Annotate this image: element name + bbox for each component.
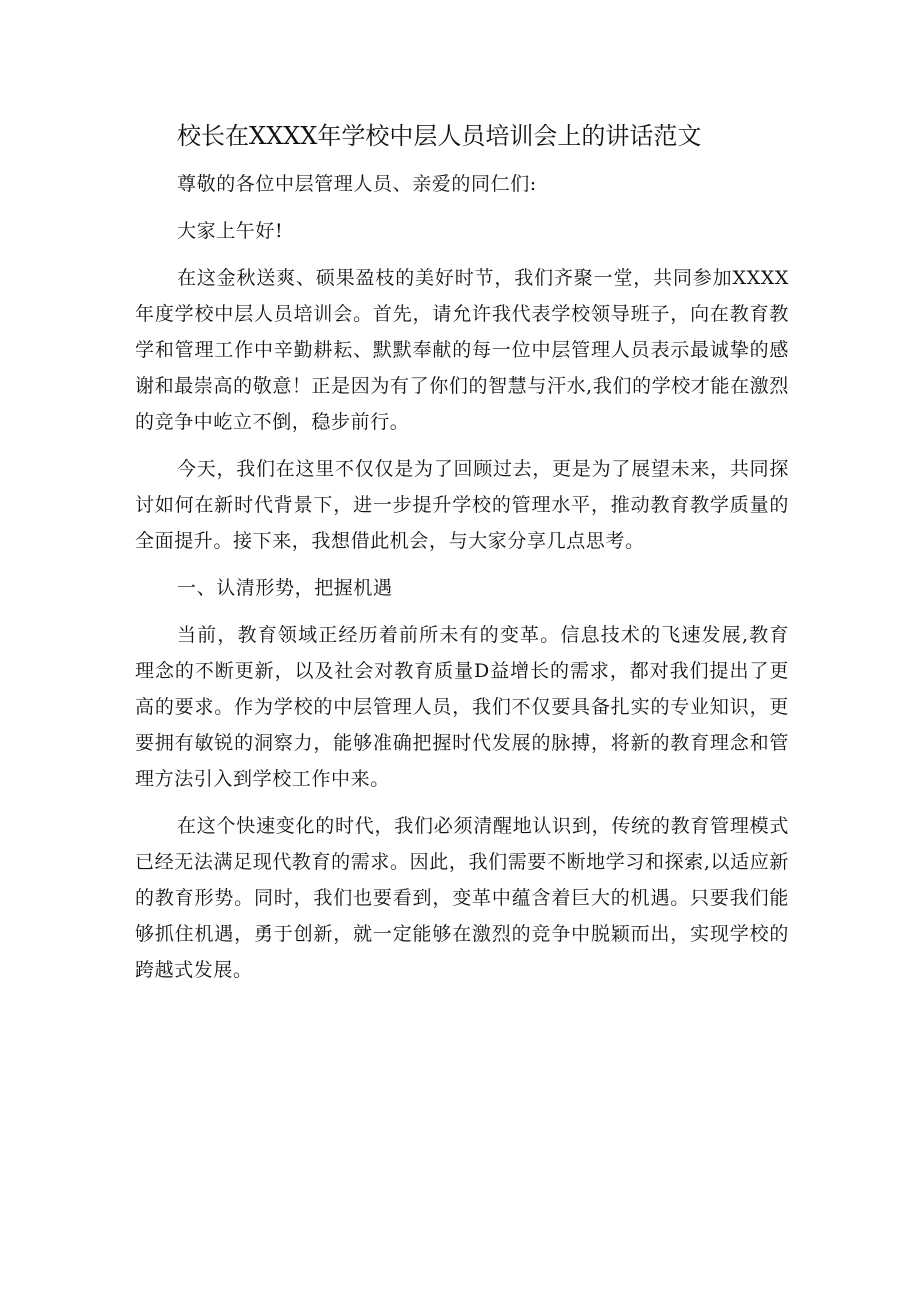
greeting: 大家上午好! xyxy=(177,220,284,242)
document-body xyxy=(135,116,789,999)
salutation: 尊敬的各位中层管理人员、亲爱的同仁们: xyxy=(177,173,537,195)
paragraph-current-situation: 当前，教育领域正经历着前所未有的变革。信息技术的飞速发展,教育理念的不断更新，以及社会对教育质量D益增长的需求，都对我们提出了更高的要求。作为学校的中层管理人员，我们不仅要具备扎实的专业知识，更要拥有敏锐的洞察力，能够准确把握时代发展的脉搏，将新的教育理念和管理方法引入到学校工作中来。 xyxy=(135,624,789,790)
paragraph-opportunity: 在这个快速变化的时代，我们必须清醒地认识到，传统的教育管理模式已经无法满足现代教育的需求。因此，我们需要不断地学习和探索,以适应新的教育形势。同时，我们也要看到，变革中蕴含着巨大的机遇。只要我们能够抓住机遇，勇于创新，就一定能够在激烈的竞争中脱颖而出，实现学校的跨越式发展。 xyxy=(135,815,789,981)
document-title: 校长在XXXX年学校中层人员培训会上的讲话范文 xyxy=(177,122,702,150)
paragraph-purpose: 今天，我们在这里不仅仅是为了回顾过去，更是为了展望未来，共同探讨如何在新时代背景下，进一步提升学校的管理水平，推动教育教学质量的全面提升。接下来，我想借此机会，与大家分享几点思考。 xyxy=(135,458,789,552)
paragraph-opening: 在这金秋送爽、硕果盈枝的美好时节，我们齐聚一堂，共同参加XXXX年度学校中层人员培训会。首先，请允许我代表学校领导班子，向在教育教学和管理工作中辛勤耕耘、默默奉献的每一位中层管理人员表示最诚挚的感谢和最崇高的敬意！正是因为有了你们的智慧与汗水,我们的学校才能在激烈的竞争中屹立不倒，稳步前行。 xyxy=(135,267,789,433)
section-heading: 一、认清形势，把握机遇 xyxy=(177,577,393,599)
